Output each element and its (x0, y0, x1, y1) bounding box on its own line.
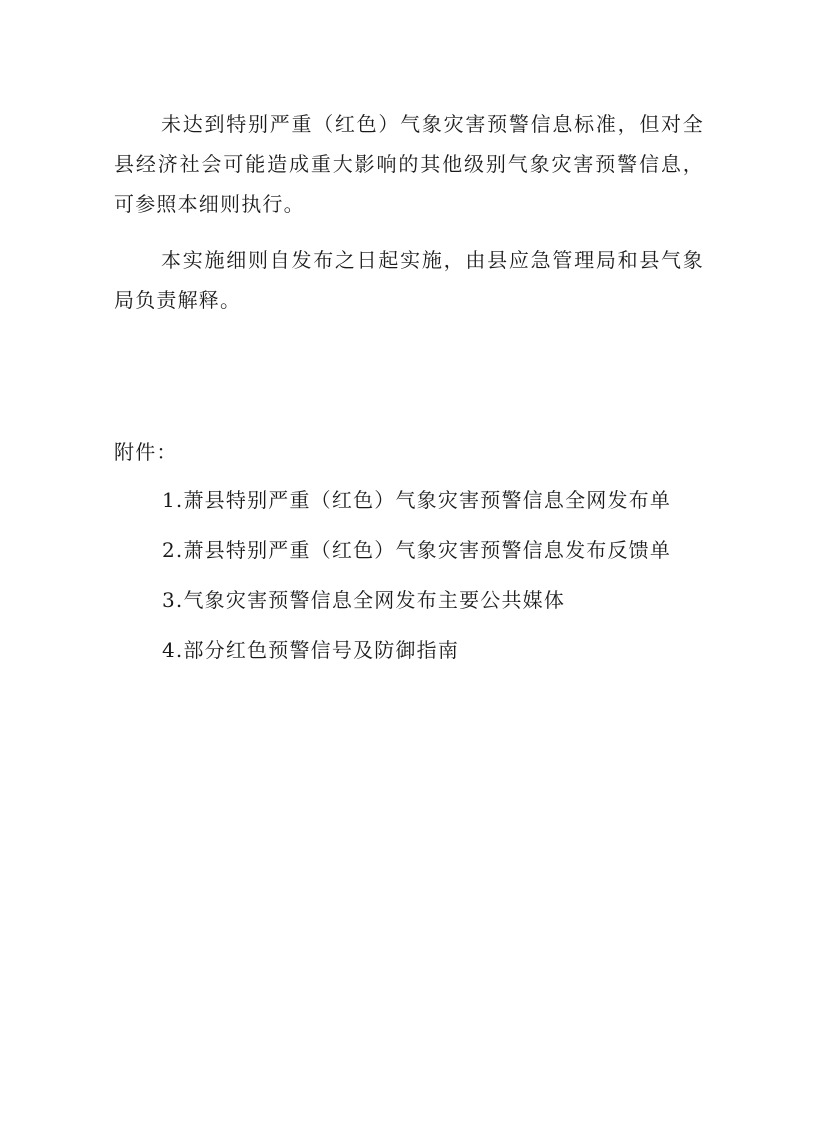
attachment-item-4: 4.部分红色预警信号及防御指南 (162, 638, 460, 662)
attachment-item-2: 2.萧县特别严重（红色）气象灾害预警信息发布反馈单 (162, 538, 672, 562)
attachment-item-3: 3.气象灾害预警信息全网发布主要公共媒体 (162, 588, 566, 612)
paragraph-reference-rule: 未达到特别严重（红色）气象灾害预警信息标准，但对全县经济社会可能造成重大影响的其他级别气象灾害预警信息，可参照本细则执行。 (114, 112, 704, 216)
attachments-list (162, 480, 671, 680)
paragraph-effective-date: 本实施细则自发布之日起实施，由县应急管理局和县气象局负责解释。 (114, 248, 704, 312)
attachment-item-1: 1.萧县特别严重（红色）气象灾害预警信息全网发布单 (162, 488, 672, 512)
attachments-heading: 附件： (114, 440, 178, 464)
